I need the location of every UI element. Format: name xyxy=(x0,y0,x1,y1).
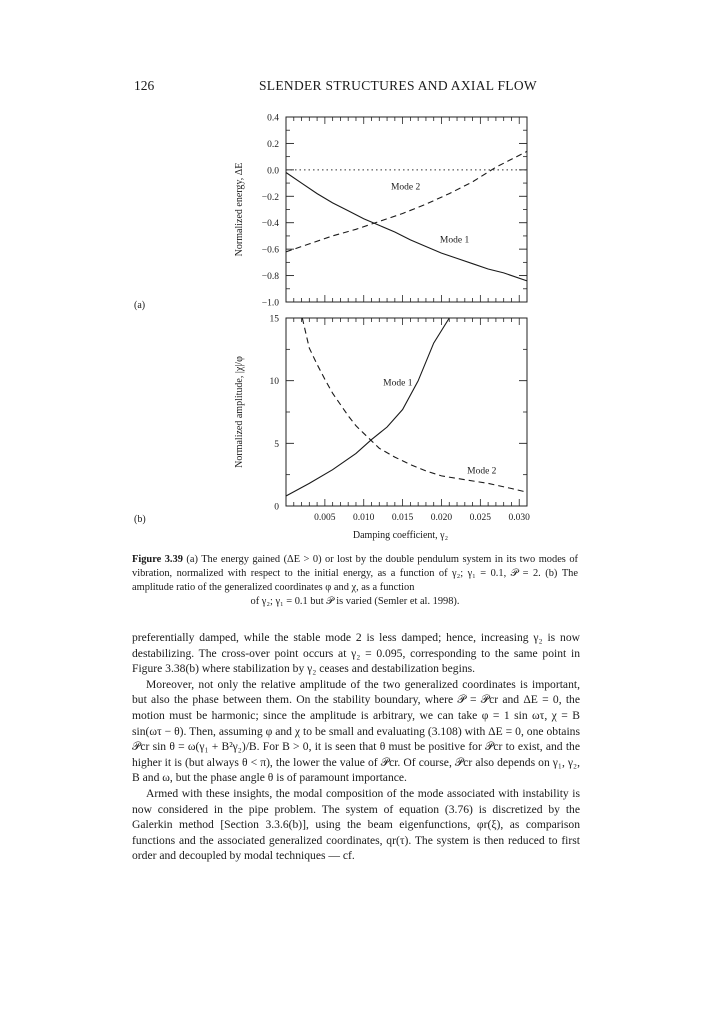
y-tick-label: 10 xyxy=(269,377,279,388)
paragraph: Armed with these insights, the modal composition of the mode associated with instability is now considered in the pipe problem. The system of equation (3.76) is discretized by the Galerkin method [Section 3.3.6(b)], using the beam eigenfunctions, φr(ξ), as comparison functions and the associated generalized coordinates, qr(τ). The system is then reduced to first order and decoupled by modal techniques — cf. xyxy=(132,786,580,863)
annotation-mode-1: Mode 1 xyxy=(439,235,470,246)
body-text xyxy=(132,630,580,864)
paragraph: preferentially damped, while the stable mode 2 is less damped; hence, increasing γ₂ is now destabilizing. The cross-over point occurs at γ₂ = 0.095, corresponding to the same point in Figure 3.38(b) where stabilization by γ₂ ceases and destabilization begins. xyxy=(132,631,580,676)
y-axis-label: Normalized amplitude, |χ|/φ xyxy=(234,356,245,468)
panel-a-label: (a) xyxy=(134,300,146,311)
y-axis-label: Normalized energy, ΔE xyxy=(234,162,245,257)
x-tick-label: 0.010 xyxy=(353,513,375,523)
panel-b-label: (b) xyxy=(134,514,146,525)
y-tick-label: 0.0 xyxy=(267,166,279,177)
y-tick-label: 0.4 xyxy=(267,113,279,124)
page-number: 126 xyxy=(134,78,155,93)
y-tick-label: 5 xyxy=(274,439,279,450)
y-tick-label: −0.2 xyxy=(261,192,279,203)
y-tick-label: 0.2 xyxy=(267,139,279,150)
caption-label: Figure 3.39 xyxy=(132,554,183,565)
mode-1-curve xyxy=(286,318,449,496)
x-tick-label: 0.030 xyxy=(508,513,530,523)
y-tick-label: −0.4 xyxy=(261,219,279,230)
y-tick-label: −0.6 xyxy=(261,245,279,256)
x-tick-label: 0.020 xyxy=(430,513,453,523)
annotation-mode-2: Mode 2 xyxy=(390,182,421,193)
caption-last-line: of γ₂; γ₁ = 0.1 but 𝒫 is varied (Semler et al. 1998). xyxy=(250,596,460,607)
figure-caption xyxy=(132,553,578,609)
y-tick-label: −1.0 xyxy=(261,298,279,309)
x-tick-label: 0.025 xyxy=(469,513,492,523)
x-axis-label: Damping coefficient, γ₂ xyxy=(352,530,449,541)
y-tick-label: 0 xyxy=(274,502,279,513)
y-tick-label: −0.8 xyxy=(261,272,279,283)
annotation-mode-2: Mode 2 xyxy=(467,466,497,477)
paragraph: Moreover, not only the relative amplitude of the two generalized coordinates is important, but also the phase between them. On the stability boundary, where 𝒫 = 𝒫cr and ΔE = 0, the motion must be harmonic; since the amplitude is arbitrary, we can take φ = 1 sin ωτ, χ = B sin(ωτ − θ). Then, assuming φ and χ to be small and evaluating (3.108) with ΔE = 0, one obtains 𝒫cr sin θ = ω(γ₁ + B²γ₂)/B. For B > 0, it is seen that θ must be positive for 𝒫cr to exist, and the higher it is (but always θ < π), the lower the value of 𝒫cr. Of course, 𝒫cr also depends on γ₁, γ₂, B and ω, but the phase angle θ is of paramount importance. xyxy=(132,677,580,785)
running-title: SLENDER STRUCTURES AND AXIAL FLOW xyxy=(259,78,537,93)
x-tick-label: 0.015 xyxy=(391,513,414,523)
annotation-mode-1: Mode 1 xyxy=(383,378,413,389)
plot-frame xyxy=(286,318,527,506)
x-tick-label: 0.005 xyxy=(314,513,336,523)
caption-text: (a) The energy gained (ΔE > 0) or lost by the double pendulum system in its two modes of vibration, normalized with respect to the initial energy, as a function of γ₂; γ₁ = 0.1, 𝒫 = 2. (b) The amplitude ratio of the generalized coordinates φ and χ, as a function xyxy=(132,554,578,593)
y-tick-label: 15 xyxy=(269,314,279,325)
